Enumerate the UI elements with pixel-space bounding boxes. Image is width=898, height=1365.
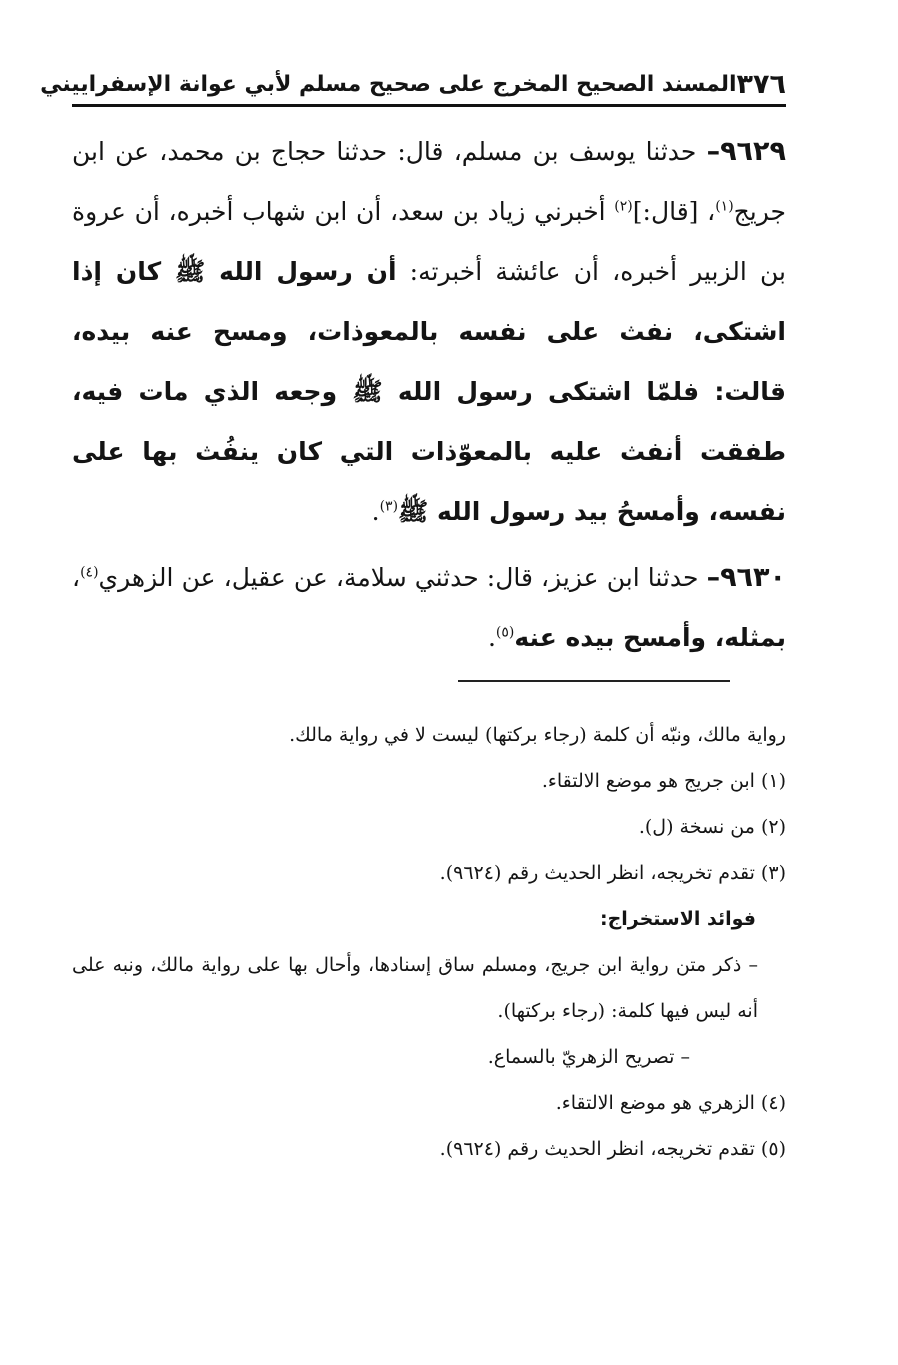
footnote-3: (٣) تقدم تخريجه، انظر الحديث رقم (٩٦٢٤). [439,862,786,884]
page-header [40,66,786,102]
footnote-ref[interactable]: (٥) [495,624,515,641]
hadith-dash: – [706,562,721,593]
hadith-text: ، [72,563,81,592]
header-divider [72,104,786,107]
footnote-2: (٢) من نسخة (ل). [638,816,786,838]
hadith-9630 [72,548,786,668]
footnote-ref[interactable]: (٣) [379,498,399,515]
hadith-number: ٩٦٣٠ [720,562,786,593]
hadith-text: أخبرني زياد بن سعد، أن ابن شهاب أخبره، أن عروة بن الزبير أخبره، أن عائشة أخبرته: [72,197,786,286]
hadith-number: ٩٦٢٩ [720,136,786,167]
footnote-5: (٥) تقدم تخريجه، انظر الحديث رقم (٩٦٢٤). [439,1138,786,1160]
footnotes [72,712,786,1172]
hadith-matn: أن رسول الله ﷺ كان إذا اشتكى، نفث على نفسه بالمعوذات، ومسح عنه بيده، قالت: فلمّا اشتكى رسول الله ﷺ وجعه الذي مات فيه، طفقت أنفث عليه بالمعوّذات التي كان ينفُث بها على نفسه، وأمسحُ بيد رسول الله ﷺ [72,257,786,526]
hadith-end: . [487,623,496,652]
hadith-text: حدثنا يوسف بن مسلم، قال: حدثنا حجاج بن محمد، عن ابن جريج [72,137,786,226]
footnote-divider [458,680,730,682]
benefit-item: – تصريح الزهريّ بالسماع. [487,1046,690,1068]
page-number: ٣٧٦ [736,68,786,100]
footnote-1: (١) ابن جريج هو موضع الالتقاء. [541,770,786,792]
main-text [72,122,786,674]
hadith-end: . [371,497,380,526]
book-title: المسند الصحيح المخرج على صحيح مسلم لأبي عوانة الإسفراييني [40,71,737,97]
footnote-ref[interactable]: (٤) [80,564,99,581]
benefits-heading: فوائد الاستخراج: [599,908,756,930]
footnote-continuation: رواية مالك، ونبّه أن كلمة (رجاء بركتها) ليست لا في رواية مالك. [289,724,786,746]
hadith-text: حدثنا ابن عزيز، قال: حدثني سلامة، عن عقيل، عن الزهري [98,563,707,592]
hadith-dash: – [706,136,721,167]
footnote-ref[interactable]: (٢) [614,198,633,215]
footnote-ref[interactable]: (١) [715,198,734,215]
hadith-9629 [72,122,786,542]
hadith-matn: بمثله، وأمسح بيده عنه [514,623,786,652]
hadith-text: ، [قال:] [632,197,716,226]
footnote-4: (٤) الزهري هو موضع الالتقاء. [555,1092,786,1114]
benefit-item: – ذكر متن رواية ابن جريج، ومسلم ساق إسنادها، وأحال بها على رواية مالك، ونبه على أنه ليس فيها كلمة: (رجاء بركتها). [72,954,758,1022]
